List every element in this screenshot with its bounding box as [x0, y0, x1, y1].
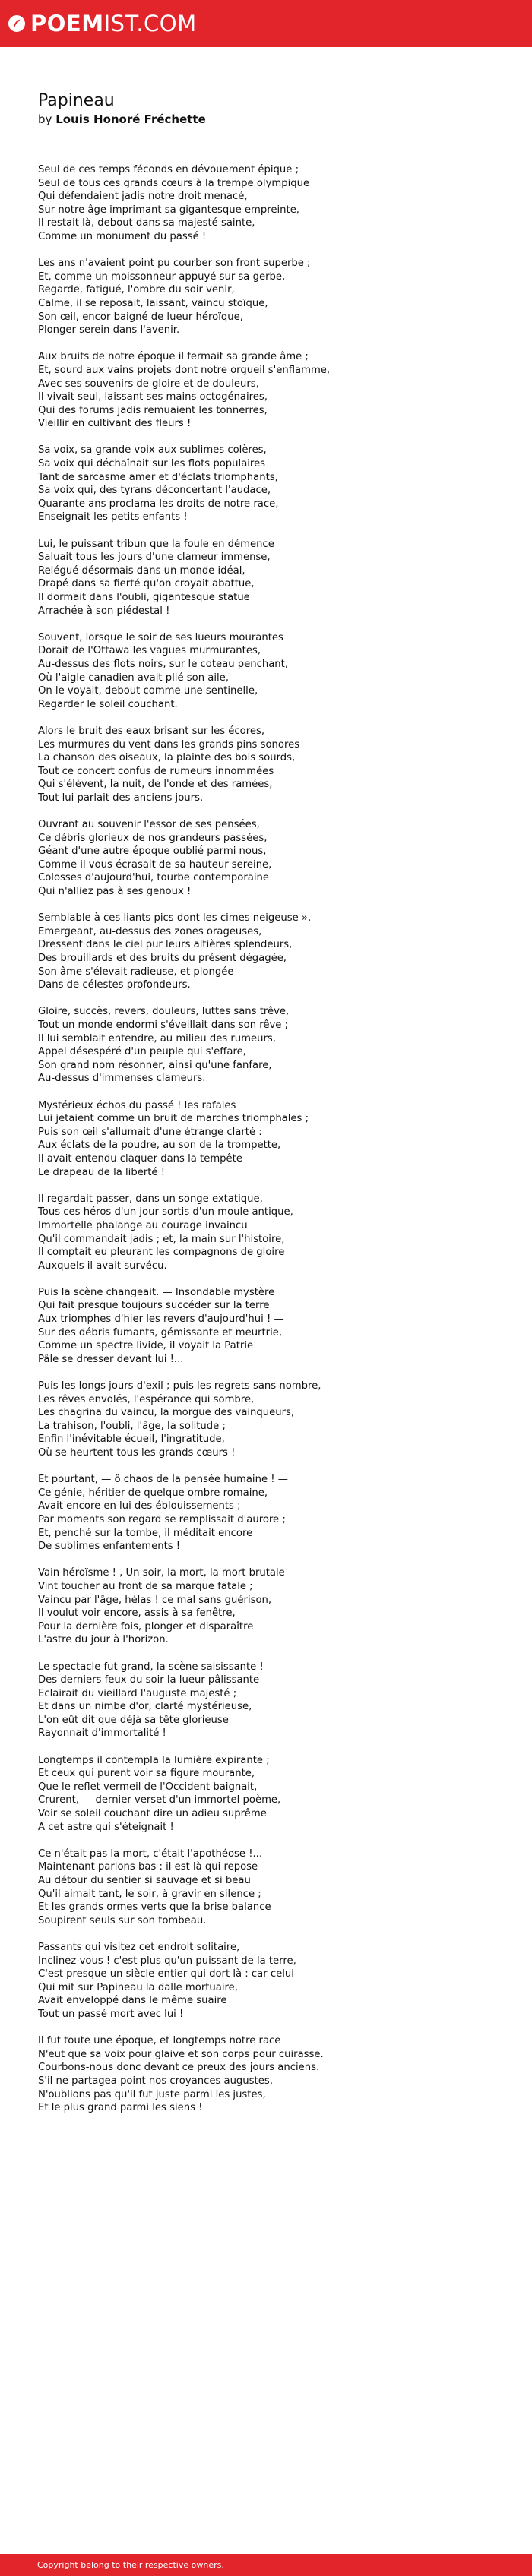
stanza — [38, 444, 509, 524]
stanza — [38, 538, 509, 618]
poem-line: Ce débris glorieux de nos grandeurs passées, — [38, 832, 268, 844]
poem-line: Crurent, — dernier verset d'un immortel poème, — [38, 1794, 281, 1806]
poem-line: Eclairait du vieillard l'auguste majesté ; — [38, 1687, 237, 1699]
stanza — [38, 725, 509, 805]
poem-line: Dressent dans le ciel pur leurs altières splendeurs, — [38, 939, 293, 951]
poem-line: Regarder le soleil couchant. — [38, 698, 178, 710]
poem-line: Avait enveloppé dans le même suaire — [38, 1995, 227, 2007]
poem-line: Enseignait les petits enfants ! — [38, 511, 188, 523]
footer-bar — [0, 2554, 532, 2576]
poem-line: Regarde, fatigué, l'ombre du soir venir, — [38, 284, 235, 296]
poem-line: Qui s'élèvent, la nuit, de l'onde et des ramées, — [38, 779, 273, 791]
poem-line: Et le plus grand parmi les siens ! — [38, 2102, 203, 2114]
copyright-notice: Copyright belong to their respective owners. — [37, 2560, 224, 2570]
poem-line: Où se heurtent tous les grands cœurs ! — [38, 1447, 236, 1459]
poem-line: Soupirent seuls sur son tombeau. — [38, 1914, 207, 1926]
poem-line: L'astre du jour à l'horizon. — [38, 1634, 169, 1646]
poem-line: Sa voix qui, des tyrans déconcertant l'audace, — [38, 485, 271, 497]
poem-line: S'il ne partagea point nos croyances augustes, — [38, 2075, 273, 2087]
site-logo[interactable] — [8, 11, 197, 36]
poem-line: Les murmures du vent dans les grands pins sonores — [38, 738, 300, 751]
poem-line: Comme un monument du passé ! — [38, 230, 207, 242]
stanza — [38, 1941, 509, 2021]
poem-line: Et ceux qui purent voir sa figure mourante, — [38, 1768, 255, 1780]
poem-line: Puis les longs jours d'exil ; puis les regrets sans nombre, — [38, 1380, 321, 1392]
poem-line: Vaincu par l'âge, hélas ! ce mal sans guérison, — [38, 1594, 272, 1606]
poem-line: Qui défendaient jadis notre droit menacé, — [38, 191, 248, 203]
poem-line: Calme, il se reposait, laissant, vaincu stoïque, — [38, 297, 268, 309]
stanza — [38, 2034, 509, 2115]
poem-line: Emergeant, au-dessus des zones orageuses, — [38, 925, 262, 937]
stanza — [38, 1005, 509, 1086]
poem-line: Des brouillards et des bruits du présent dégagée, — [38, 953, 287, 965]
poem-line: Alors le bruit des eaux brisant sur les écores, — [38, 725, 265, 737]
stanza — [38, 1473, 509, 1554]
poem-line: Et dans un nimbe d'or, clarté mystérieuse, — [38, 1701, 252, 1713]
poem-line: Et, comme un moissonneur appuyé sur sa gerbe, — [38, 270, 286, 283]
poem-line: Qu'il commandait jadis ; et, la main sur l'histoire, — [38, 1233, 285, 1245]
poem-line: Qui fait presque toujours succéder sur la terre — [38, 1300, 270, 1312]
poem-title: Papineau — [38, 91, 115, 110]
poem-line: Courbons-nous donc devant ce preux des jours anciens. — [38, 2062, 320, 2074]
poem-line: Que le reflet vermeil de l'Occident baignait, — [38, 1781, 258, 1793]
byline-prefix: by — [38, 112, 52, 126]
poem-line: On le voyait, debout comme une sentinelle, — [38, 685, 258, 697]
poem-line: La chanson des oiseaux, la plainte des bois sourds, — [38, 752, 296, 764]
poem-line: Qui des forums jadis remuaient les tonnerres, — [38, 404, 268, 416]
poem-line: Seul de ces temps féconds en dévouement épique ; — [38, 164, 299, 175]
stanza — [38, 1193, 509, 1273]
poem-line: La trahison, l'oubli, l'âge, la solitude ; — [38, 1420, 226, 1432]
stanza — [38, 163, 509, 244]
poem-line: Géant d'une autre époque oublié parmi nous, — [38, 845, 267, 858]
poem-line: Le spectacle fut grand, la scène saisissante ! — [38, 1661, 264, 1673]
author-link[interactable]: Louis Honoré Fréchette — [55, 112, 206, 126]
poem-line: Lui jetaient comme un bruit de marches triomphales ; — [38, 1113, 309, 1125]
poem-line: Qu'il aimait tant, le soir, à gravir en silence ; — [38, 1888, 261, 1900]
poem-line: C'est presque un siècle entier qui dort là : car celui — [38, 1968, 294, 1980]
poem-line: Au détour du sentier si sauvage et si beau — [38, 1875, 251, 1886]
stanza — [38, 818, 509, 899]
stanza — [38, 631, 509, 712]
poem-line: Tous ces héros d'un jour sortis d'un moule antique, — [38, 1206, 293, 1218]
poem-line: Il fut toute une époque, et longtemps notre race — [38, 2035, 281, 2047]
poem-line: Sa voix qui déchaînait sur les flots populaires — [38, 458, 266, 470]
poem-line: Sur des débris fumants, gémissante et meurtrie, — [38, 1326, 283, 1339]
poem-line: Son grand nom résonner, ainsi qu'une fanfare, — [38, 1059, 272, 1071]
poem-line: Avec ses souvenirs de gloire et de douleurs, — [38, 378, 259, 390]
stanza — [38, 912, 509, 992]
poem-line: Inclinez-vous ! c'est plus qu'un puissant de la terre, — [38, 1955, 296, 1967]
poem-line: Il vivait seul, laissant ses mains octogénaires, — [38, 391, 268, 403]
poem-line: Avait encore en lui des éblouissements ; — [38, 1500, 241, 1512]
poem-line: Plonger serein dans l'avenir. — [38, 324, 180, 337]
poem-line: Lui, le puissant tribun que la foule en démence — [38, 538, 274, 550]
poem-line: Tout un passé mort avec lui ! — [38, 2008, 184, 2020]
poem-line: Puis la scène changeait. — Insondable mystère — [38, 1286, 275, 1298]
stanza — [38, 1754, 509, 1835]
poem-line: Aux triomphes d'hier les revers d'aujourd'hui ! — — [38, 1313, 284, 1326]
poem-line: Sur notre âge imprimant sa gigantesque empreinte, — [38, 204, 300, 216]
poem-line: Passants qui visitez cet endroit solitaire, — [38, 1941, 240, 1953]
poem-line: Qui n'alliez pas à ses genoux ! — [38, 886, 192, 898]
feather-icon — [8, 14, 26, 33]
poem-line: Il comptait eu pleurant les compagnons de gloire — [38, 1247, 285, 1259]
poem-line: Mystérieux échos du passé ! les rafales — [38, 1099, 236, 1111]
poem-line: Les ans n'avaient point pu courber son front superbe ; — [38, 258, 311, 270]
poem-line: Il regardait passer, dans un songe extatique, — [38, 1193, 263, 1205]
poem-line: De sublimes enfantements ! — [38, 1541, 181, 1553]
poem-line: Les chagrina du vaincu, la morgue des vainqueurs, — [38, 1407, 295, 1419]
poem-line: Colosses d'aujourd'hui, tourbe contemporaine — [38, 872, 269, 884]
poem-line: Immortelle phalange au courage invaincu — [38, 1219, 248, 1231]
poem-line: Ce génie, héritier de quelque ombre romaine, — [38, 1487, 268, 1499]
poem-line: Par moments son regard se remplissait d'aurore ; — [38, 1513, 286, 1525]
poem-line: Au-dessus des flots noirs, sur le coteau penchant, — [38, 658, 289, 670]
poem-line: Arrachée à son piédestal ! — [38, 605, 170, 617]
poem-line: Enfin l'inévitable écueil, l'ingratitude, — [38, 1433, 225, 1446]
poem-line: Dorait de l'Ottawa les vagues murmurantes, — [38, 645, 261, 657]
poem-line: Le drapeau de la liberté ! — [38, 1166, 166, 1178]
poem-line: Il voulut voir encore, assis à sa fenêtre, — [38, 1607, 236, 1620]
poem-line: Seul de tous ces grands cœurs à la trempe olympique — [38, 177, 310, 189]
poem-line: Il lui semblait entendre, au milieu des rumeurs, — [38, 1032, 276, 1045]
poem-line: Vieillir en cultivant des fleurs ! — [38, 418, 192, 430]
poem-line: Voir se soleil couchant dire un adieu suprême — [38, 1808, 267, 1820]
poem-line: Des derniers feux du soir la lueur pâlissante — [38, 1674, 260, 1686]
poem-line: Drapé dans sa fierté qu'on croyait abattue, — [38, 578, 255, 590]
poem-body — [38, 163, 509, 2128]
poem-line: Il avait entendu claquer dans la tempête — [38, 1152, 242, 1165]
poem-line: Ce n'était pas la mort, c'était l'apothéose !... — [38, 1847, 263, 1860]
poem-line: Au-dessus d'immenses clameurs. — [38, 1073, 206, 1085]
poem-line: Dans de célestes profondeurs. — [38, 979, 191, 991]
stanza — [38, 1286, 509, 1367]
poem-line: Comme un spectre livide, il voyait la Patrie — [38, 1340, 254, 1352]
poem-line: Et, sourd aux vains projets dont notre orgueil s'enflamme, — [38, 364, 331, 376]
poem-line: Et pourtant, — ô chaos de la pensée humaine ! — — [38, 1474, 288, 1486]
poem-line: Rayonnait d'immortalité ! — [38, 1727, 166, 1740]
poem-line: L'on eût dit que déjà sa tête glorieuse — [38, 1714, 229, 1726]
logo-wordmark: POEMIST.COM — [30, 11, 197, 36]
poem-line: Semblable à ces liants pics dont les cimes neigeuse », — [38, 912, 312, 925]
poem-line: Tout lui parlait des anciens jours. — [38, 792, 204, 804]
byline — [38, 112, 206, 127]
poem-line: Son œil, encor baigné de lueur héroïque, — [38, 311, 243, 323]
stanza — [38, 1661, 509, 1741]
top-bar — [0, 0, 532, 47]
stanza — [38, 257, 509, 337]
poem-line: Appel désespéré d'un peuple qui s'effare, — [38, 1046, 246, 1058]
poem-line: Où l'aigle canadien avait plié son aile, — [38, 672, 229, 684]
poem-line: Pour la dernière fois, plonger et disparaître — [38, 1620, 254, 1633]
poem-line: Son âme s'élevait radieuse, et plongée — [38, 966, 234, 978]
stanza — [38, 1380, 509, 1460]
poem-line: Maintenant parlons bas : il est là qui repose — [38, 1861, 258, 1873]
poem-line: Et les grands ormes verts que la brise balance — [38, 1901, 271, 1914]
poem-line: Pâle se dresser devant lui !... — [38, 1353, 184, 1365]
poem-line: N'eut que sa voix pour glaive et son corps pour cuirasse. — [38, 2048, 324, 2060]
poem-line: Tout un monde endormi s'éveillait dans son rêve ; — [38, 1019, 289, 1031]
poem-line: Comme il vous écrasait de sa hauteur sereine, — [38, 858, 272, 871]
poem-line: Quarante ans proclama les droits de notre race, — [38, 498, 279, 510]
poem-line: A cet astre qui s'éteignait ! — [38, 1821, 174, 1833]
stanza — [38, 1099, 509, 1180]
poem-line: Longtemps il contempla la lumière expirante ; — [38, 1754, 270, 1766]
poem-line: Qui mit sur Papineau la dalle mortuaire, — [38, 1981, 238, 1993]
poem-line: Souvent, lorsque le soir de ses lueurs mourantes — [38, 631, 283, 643]
poem-line: Les rêves envolés, l'espérance qui sombre, — [38, 1393, 255, 1405]
stanza — [38, 1847, 509, 1928]
poem-line: Vint toucher au front de sa marque fatale ; — [38, 1580, 253, 1592]
poem-line: N'oublions pas qu'il fut juste parmi les justes, — [38, 2088, 266, 2100]
poem-line: Tout ce concert confus de rumeurs innommées — [38, 765, 274, 777]
stanza — [38, 1566, 509, 1647]
poem-line: Aux éclats de la poudre, au son de la trompette, — [38, 1139, 281, 1152]
poem-line: Aux bruits de notre époque il fermait sa grande âme ; — [38, 351, 309, 363]
poem-line: Puis son œil s'allumait d'une étrange clarté : — [38, 1126, 262, 1138]
poem-line: Sa voix, sa grande voix aux sublimes colères, — [38, 444, 267, 457]
poem-line: Auxquels il avait survécu. — [38, 1260, 167, 1272]
poem-line: Ouvrant au souvenir l'essor de ses pensées, — [38, 819, 260, 831]
poem-line: Gloire, succès, revers, douleurs, luttes sans trêve, — [38, 1006, 290, 1018]
stanza — [38, 350, 509, 431]
poem-line: Il dormait dans l'oubli, gigantesque statue — [38, 592, 250, 603]
poem-line: Et, penché sur la tombe, il méditait encore — [38, 1527, 253, 1539]
poem-line: Tant de sarcasme amer et d'éclats triomphants, — [38, 471, 278, 483]
poem-line: Il restait là, debout dans sa majesté sainte, — [38, 217, 255, 229]
poem-line: Relégué désormais dans un monde idéal, — [38, 564, 245, 577]
poem-line: Saluait tous les jours d'une clameur immense, — [38, 552, 271, 564]
poem-line: Vain héroïsme ! , Un soir, la mort, la mort brutale — [38, 1567, 285, 1579]
